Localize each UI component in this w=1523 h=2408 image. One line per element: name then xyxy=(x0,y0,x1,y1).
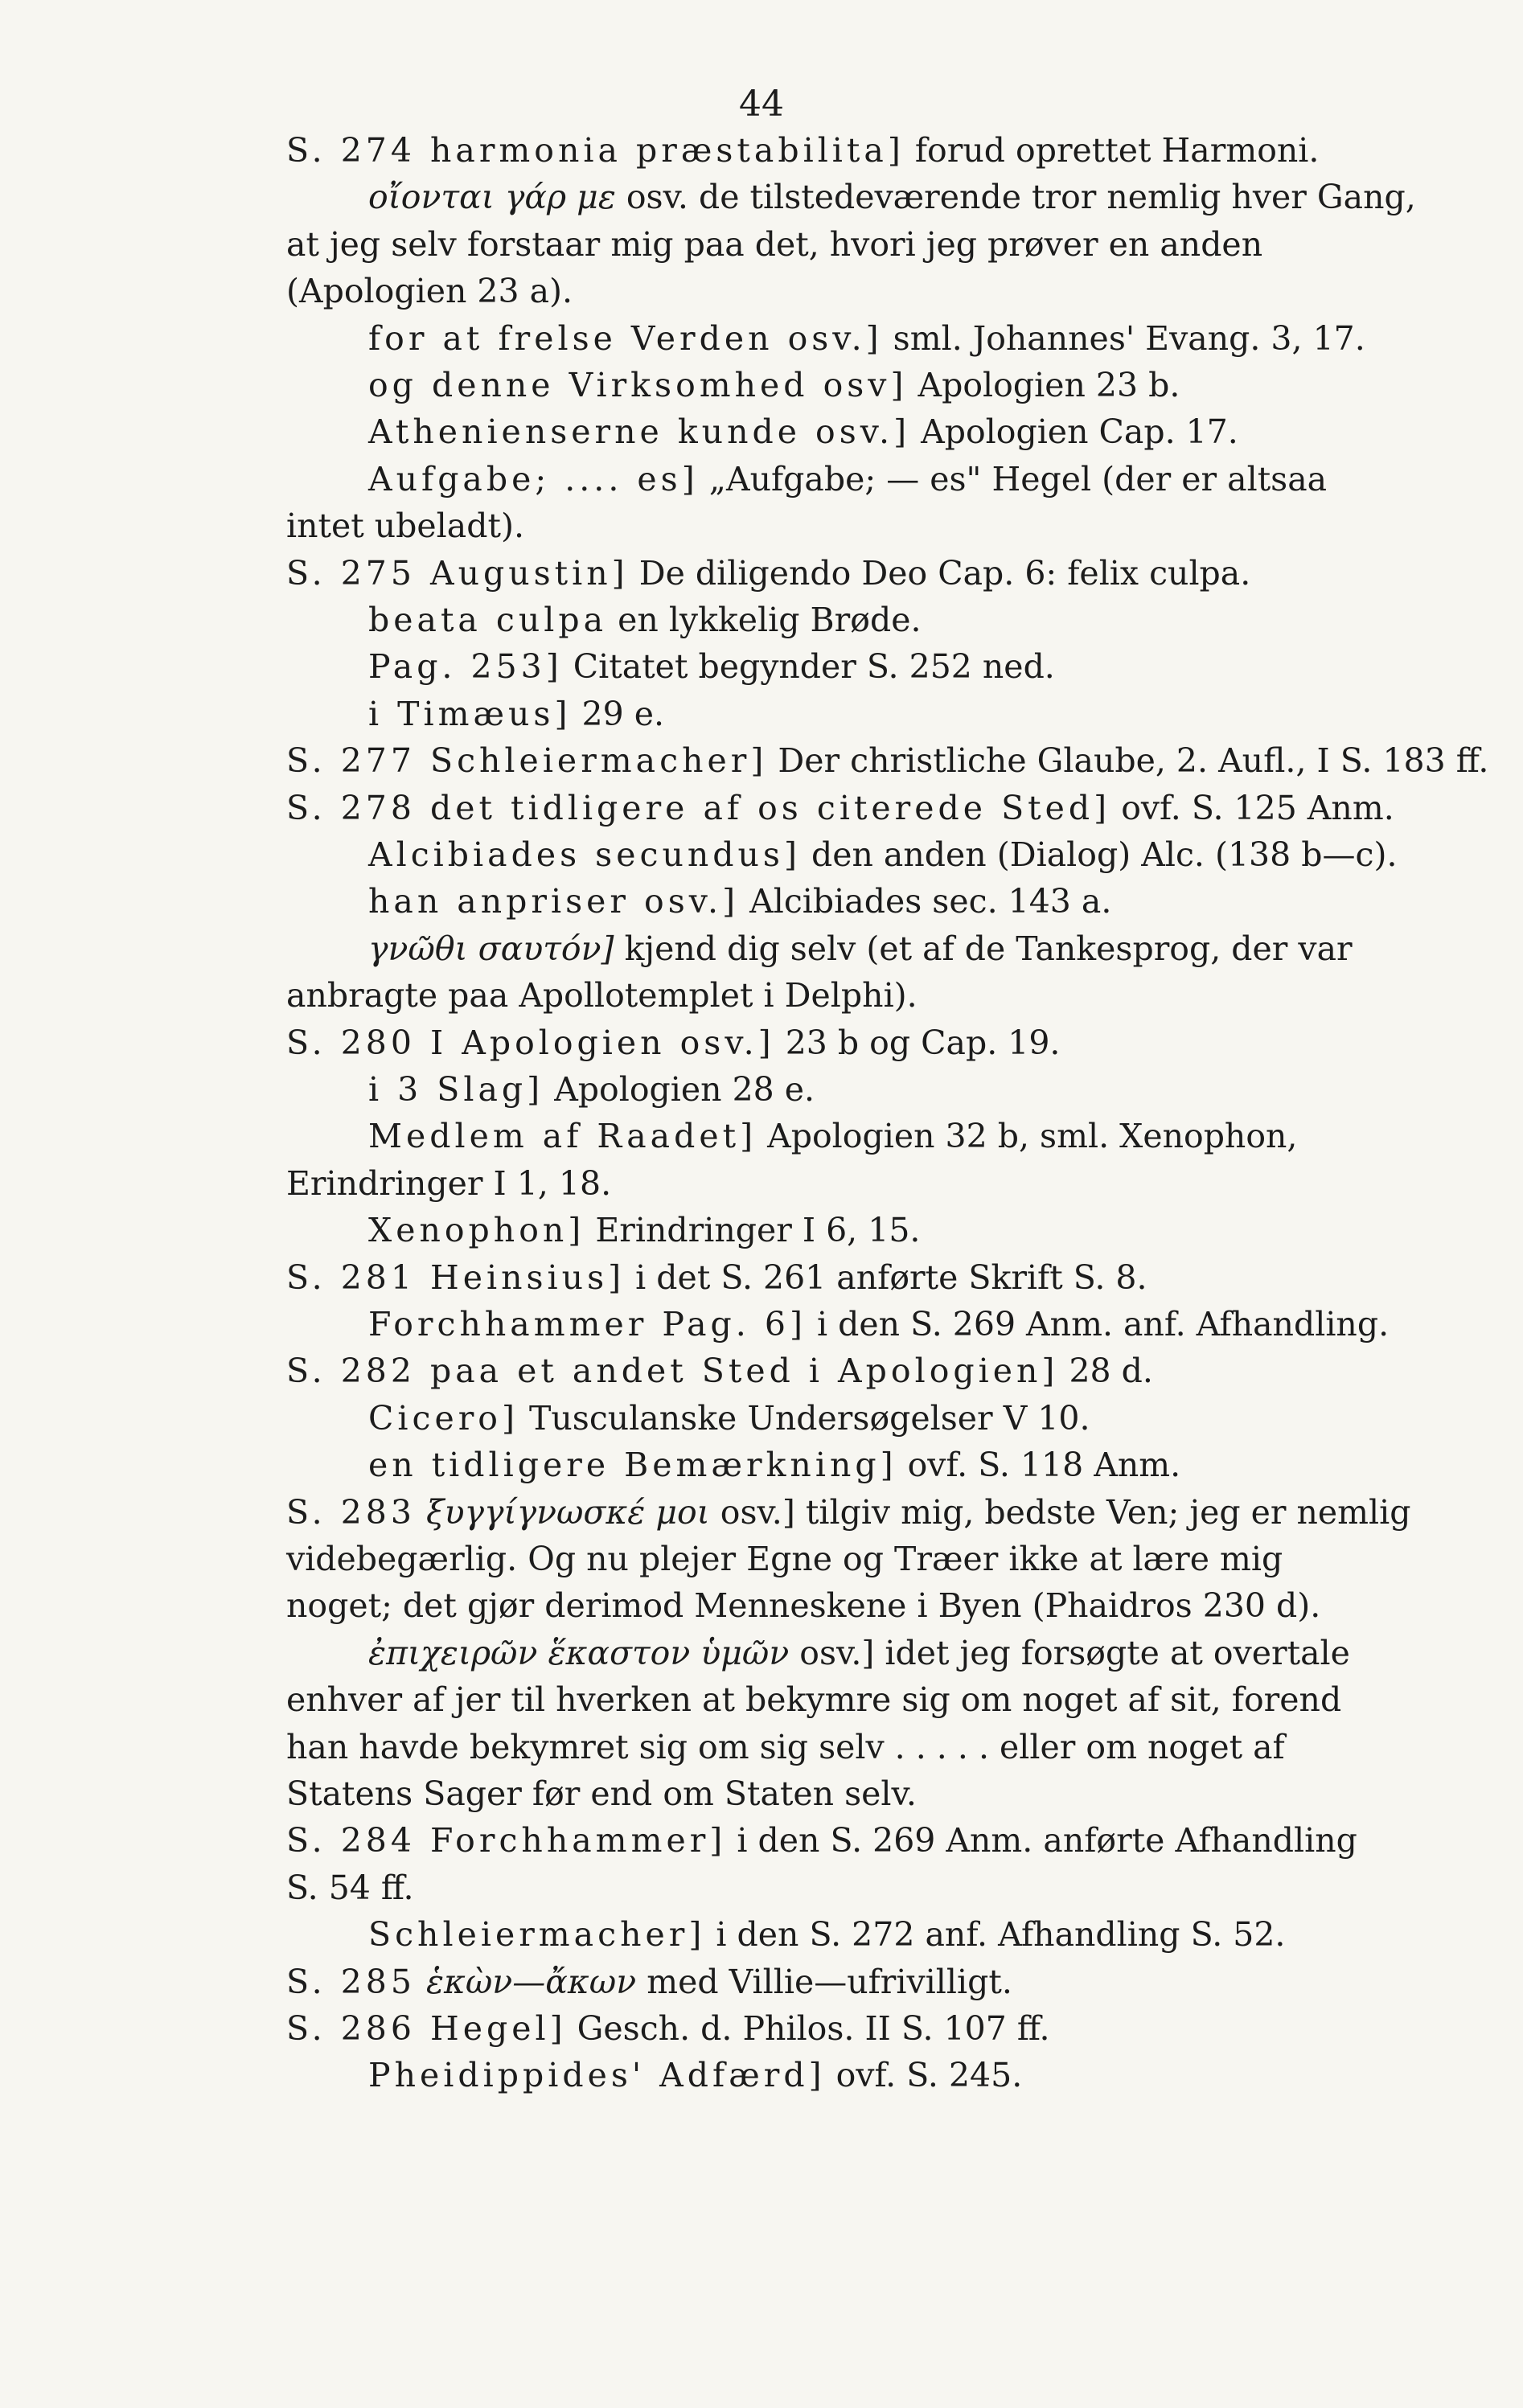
lemma: Pag. 253] xyxy=(368,647,563,686)
greek-quote: γνῶθι σαυτόν] xyxy=(368,929,614,968)
line-text: osv.] tilgiv mig, bedste Ven; jeg er nemlig xyxy=(709,1493,1411,1532)
line-text: i den S. 269 Anm. anførte Afhandling xyxy=(726,1821,1357,1860)
lemma: i 3 Slag] xyxy=(368,1070,544,1109)
line-text: sml. Johannes' Evang. 3, 17. xyxy=(882,319,1365,358)
lemma: S. 281 Heinsius] xyxy=(286,1258,626,1297)
line-text: Tusculanske Undersøgelser V 10. xyxy=(519,1399,1090,1438)
text-line xyxy=(368,1113,1297,1159)
text-line xyxy=(368,831,1398,878)
lemma: S. 278 det tidligere af os citerede Sted] xyxy=(286,789,1111,827)
line-text: Apologien Cap. 17. xyxy=(910,412,1238,451)
greek-quote: ἑκὼν—ἄκων xyxy=(415,1963,637,2001)
line-text: i den S. 269 Anm. anf. Afhandling. xyxy=(806,1305,1390,1343)
line-text: Gesch. d. Philos. II S. 107 ff. xyxy=(566,2009,1050,2048)
text-line xyxy=(286,1489,1411,1536)
lemma: Athenienserne kunde osv.] xyxy=(368,412,911,451)
line-text: den anden (Dialog) Alc. (138 b—c). xyxy=(800,835,1398,874)
line-text: Der christliche Glaube, 2. Aufl., I S. 183 ff. xyxy=(767,741,1489,780)
line-text: Statens Sager før end om Staten selv. xyxy=(286,1774,917,1813)
text-line xyxy=(286,1019,1060,1066)
line-text: ovf. S. 118 Anm. xyxy=(897,1446,1181,1484)
text-line xyxy=(286,1254,1147,1301)
lemma: beata culpa xyxy=(368,601,608,639)
text-line xyxy=(368,1911,1285,1958)
line-text: med Villie—ufrivilligt. xyxy=(636,1963,1012,2001)
line-text: enhver af jer til hverken at bekymre sig om noget af sit, forend xyxy=(286,1680,1342,1719)
line-text: Erindringer I 6, 15. xyxy=(585,1211,921,1249)
lemma: S. 275 Augustin] xyxy=(286,554,629,593)
text-line xyxy=(286,972,917,1019)
lemma: S. 284 Forchhammer] xyxy=(286,1821,727,1860)
line-text: Citatet begynder S. 252 ned. xyxy=(562,647,1055,686)
text-line xyxy=(286,2005,1050,2052)
text-line xyxy=(368,362,1180,408)
lemma: Forchhammer Pag. 6] xyxy=(368,1305,807,1343)
greek-quote: οἴονται γάρ με xyxy=(368,178,616,216)
line-text: Alcibiades sec. 143 a. xyxy=(739,882,1112,921)
text-line xyxy=(286,1582,1320,1629)
line-text: Apologien 23 b. xyxy=(907,366,1180,404)
lemma: Alcibiades secundus] xyxy=(368,835,801,874)
line-text: osv.] idet jeg forsøgte at overtale xyxy=(789,1634,1350,1672)
lemma: en tidligere Bemærkning] xyxy=(368,1446,897,1484)
text-line xyxy=(368,1066,815,1113)
text-line xyxy=(286,1536,1283,1582)
line-text: i det S. 261 anførte Skrift S. 8. xyxy=(625,1258,1147,1297)
lemma: S. 286 Hegel] xyxy=(286,2009,567,2048)
text-line xyxy=(286,737,1488,784)
text-line xyxy=(286,221,1262,268)
text-line xyxy=(286,503,524,549)
lemma: S. 283 xyxy=(286,1493,416,1532)
lemma: Medlem af Raadet] xyxy=(368,1117,757,1155)
line-text: De diligendo Deo Cap. 6: felix culpa. xyxy=(628,554,1251,593)
line-text: videbegærlig. Og nu plejer Egne og Træer ikke at lære mig xyxy=(286,1540,1283,1578)
lemma: Aufgabe; .... es] xyxy=(368,460,699,498)
lemma: i Timæus] xyxy=(368,695,572,733)
line-text: osv. de tilstedeværende tror nemlig hver Gang, xyxy=(615,178,1416,216)
lemma: Cicero] xyxy=(368,1399,519,1438)
text-line xyxy=(286,268,573,314)
text-line xyxy=(286,127,1319,174)
lemma: Pheidippides' Adfærd] xyxy=(368,2056,826,2094)
line-text: Apologien 32 b, sml. Xenophon, xyxy=(757,1117,1298,1155)
text-line xyxy=(286,1676,1341,1723)
line-text: S. 54 ff. xyxy=(286,1869,414,1907)
line-text: 23 b og Cap. 19. xyxy=(774,1024,1061,1062)
text-line xyxy=(368,174,1416,220)
text-line xyxy=(368,925,1353,972)
text-line xyxy=(368,1630,1350,1676)
text-line xyxy=(286,1959,1012,2005)
text-line xyxy=(368,1395,1090,1442)
lemma: S. 277 Schleiermacher] xyxy=(286,741,768,780)
line-text: i den S. 272 anf. Afhandling S. 52. xyxy=(705,1915,1286,1954)
line-text: en lykkelig Brøde. xyxy=(607,601,922,639)
line-text: intet ubeladt). xyxy=(286,507,524,545)
text-line xyxy=(368,2052,1022,2098)
page-number: 44 xyxy=(739,84,784,125)
text-line xyxy=(286,785,1394,831)
lemma: for at frelse Verden osv.] xyxy=(368,319,883,358)
lemma: og denne Virksomhed osv] xyxy=(368,366,908,404)
line-text: forud oprettet Harmoni. xyxy=(904,131,1320,170)
line-text: kjend dig selv (et af de Tankesprog, der var xyxy=(614,929,1353,968)
line-text: 28 d. xyxy=(1058,1352,1153,1390)
text-line xyxy=(368,456,1327,503)
text-line xyxy=(368,1442,1180,1488)
line-text: Erindringer I 1, 18. xyxy=(286,1164,612,1203)
line-text: at jeg selv forstaar mig paa det, hvori jeg prøver en anden xyxy=(286,225,1263,264)
text-line xyxy=(368,643,1055,690)
line-text: Apologien 28 e. xyxy=(544,1070,815,1109)
lemma: Xenophon] xyxy=(368,1211,585,1249)
greek-quote: ξυγγίγνωσκέ μοι xyxy=(415,1493,710,1532)
lemma: S. 282 paa et andet Sted i Apologien] xyxy=(286,1352,1059,1390)
text-line xyxy=(286,1160,611,1207)
text-line xyxy=(286,1724,1285,1770)
greek-quote: ἐπιχειρῶν ἕκαστον ὑμῶν xyxy=(368,1634,790,1672)
line-text: ovf. S. 125 Anm. xyxy=(1110,789,1394,827)
line-text: anbragte paa Apollotemplet i Delphi). xyxy=(286,976,917,1015)
text-line xyxy=(286,1817,1357,1864)
text-line xyxy=(368,1301,1389,1348)
text-line xyxy=(286,1348,1153,1394)
line-text: 29 e. xyxy=(571,695,665,733)
line-text: noget; det gjør derimod Menneskene i Byen (Phaidros 230 d). xyxy=(286,1586,1321,1625)
text-line xyxy=(286,1770,917,1817)
line-text: (Apologien 23 a). xyxy=(286,272,573,310)
lemma: S. 285 xyxy=(286,1963,416,2001)
lemma: han anpriser osv.] xyxy=(368,882,740,921)
line-text: han havde bekymret sig om sig selv . . . . . eller om noget af xyxy=(286,1728,1285,1766)
text-line xyxy=(286,1864,414,1911)
text-line xyxy=(368,878,1111,925)
line-text: „Aufgabe; — es" Hegel (der er altsaa xyxy=(698,460,1328,498)
text-line xyxy=(368,1207,920,1253)
text-line xyxy=(286,550,1250,597)
lemma: S. 274 harmonia præstabilita] xyxy=(286,131,905,170)
text-line xyxy=(368,408,1238,455)
line-text: ovf. S. 245. xyxy=(825,2056,1023,2094)
lemma: Schleiermacher] xyxy=(368,1915,706,1954)
text-line xyxy=(368,315,1365,362)
text-line xyxy=(368,691,664,737)
text-line xyxy=(368,597,922,643)
lemma: S. 280 I Apologien osv.] xyxy=(286,1024,775,1062)
